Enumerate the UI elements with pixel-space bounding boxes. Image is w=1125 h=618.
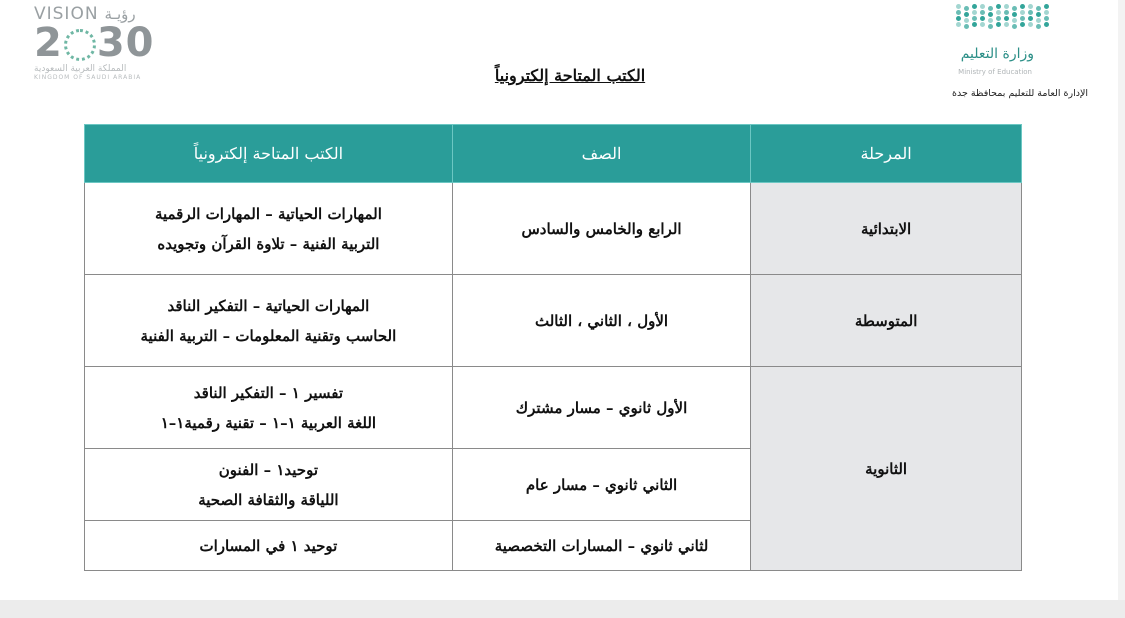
books-line: توحيد ١ في المسارات [199,536,338,555]
page-title: الكتب المتاحة إلكترونياً [494,66,646,85]
logo-dot [972,10,977,15]
department-name: الإدارة العامة للتعليم بمحافظة جدة [951,88,1088,99]
logo-dot [956,22,961,27]
logo-dot [1028,16,1033,21]
vision-text-ar: رؤيـة [104,5,136,23]
logo-dot [1044,16,1049,21]
logo-dot [1020,16,1025,21]
logo-dot [964,24,969,29]
books-cell [85,275,453,367]
logo-dot [1020,10,1025,15]
books-cell [85,183,453,275]
vision-text: VISION [34,4,99,24]
books-line: اللياقة والثقافة الصحية [198,490,339,509]
logo-dot [956,10,961,15]
logo-dot [1028,4,1033,9]
vision-subtitle-ar: المملكة العربية السعودية [34,64,127,74]
logo-dot [1004,22,1009,27]
header-grade: الصف [452,125,750,183]
logo-dot [956,4,961,9]
logo-dot [1020,22,1025,27]
books-line: تفسير ١ – التفكير الناقد [193,383,344,402]
books-line: اللغة العربية ١–١ – تقنية رقمية١–١ [160,413,377,432]
logo-dot [1036,24,1041,29]
ministry-logo [914,4,1088,104]
logo-dot [1044,10,1049,15]
logo-dot [1036,18,1041,23]
logo-dot [1012,12,1017,17]
stage-cell: المتوسطة [751,275,1022,367]
vision-year-left: 2 [34,20,63,66]
books-cell [85,367,453,449]
logo-dot [1012,6,1017,11]
header-books: الكتب المتاحة إلكترونياً [85,125,453,183]
logo-dot [996,4,1001,9]
logo-dot [980,10,985,15]
logo-dot [1028,10,1033,15]
ministry-dots-icon [956,4,1052,30]
stage-cell: الثانوية [751,367,1022,571]
logo-dot [1012,24,1017,29]
books-line: المهارات الحياتية – المهارات الرقمية [154,204,382,223]
bottom-band [0,600,1125,618]
books-line: توحيد١ – الفنون [218,460,319,479]
grade-cell: الثاني ثانوي – مسار عام [452,449,750,521]
logo-dot [972,16,977,21]
logo-dot [972,22,977,27]
vision-subtitle-en: KINGDOM OF SAUDI ARABIA [34,74,142,81]
vision-2030-logo [34,4,174,94]
logo-dot [1036,6,1041,11]
logo-dot [1004,10,1009,15]
grade-cell: لثاني ثانوي – المسارات التخصصية [452,521,750,571]
header-stage: المرحلة [751,125,1022,183]
books-line: التربية الفنية – تلاوة القرآن وتجويده [157,234,380,253]
books-table [84,124,1022,571]
logo-dot [996,10,1001,15]
logo-dot [996,16,1001,21]
logo-dot [1036,12,1041,17]
books-cell [85,449,453,521]
table-header-row [85,125,1022,183]
table-row [85,275,1022,367]
books-cell [85,521,453,571]
grade-cell: الأول ثانوي – مسار مشترك [452,367,750,449]
logo-dot [988,24,993,29]
books-line: المهارات الحياتية – التفكير الناقد [167,296,370,315]
logo-dot [964,18,969,23]
logo-dot [980,16,985,21]
grade-cell: الرابع والخامس والسادس [452,183,750,275]
logo-dot [964,12,969,17]
logo-dot [980,4,985,9]
logo-dot [1004,4,1009,9]
logo-dot [956,16,961,21]
logo-dot [996,22,1001,27]
logo-dot [1004,16,1009,21]
logo-dot [980,22,985,27]
palm-emblem-icon [64,29,96,61]
logo-dot [988,12,993,17]
table-row [85,183,1022,275]
vision-year [34,20,174,66]
logo-dot [964,6,969,11]
logo-dot [972,4,977,9]
logo-dot [1044,22,1049,27]
ministry-name-ar: وزارة التعليم [960,46,1034,62]
logo-dot [1028,22,1033,27]
logo-dot [1012,18,1017,23]
logo-dot [988,18,993,23]
stage-cell: الابتدائية [751,183,1022,275]
logo-dot [1020,4,1025,9]
table-row [85,367,1022,449]
vision-year-right: 30 [96,20,155,66]
ministry-name-en: Ministry of Education [958,68,1032,76]
books-line: الحاسب وتقنية المعلومات – التربية الفنية [140,326,397,345]
grade-cell: الأول ، الثاني ، الثالث [452,275,750,367]
logo-dot [988,6,993,11]
logo-dot [1044,4,1049,9]
